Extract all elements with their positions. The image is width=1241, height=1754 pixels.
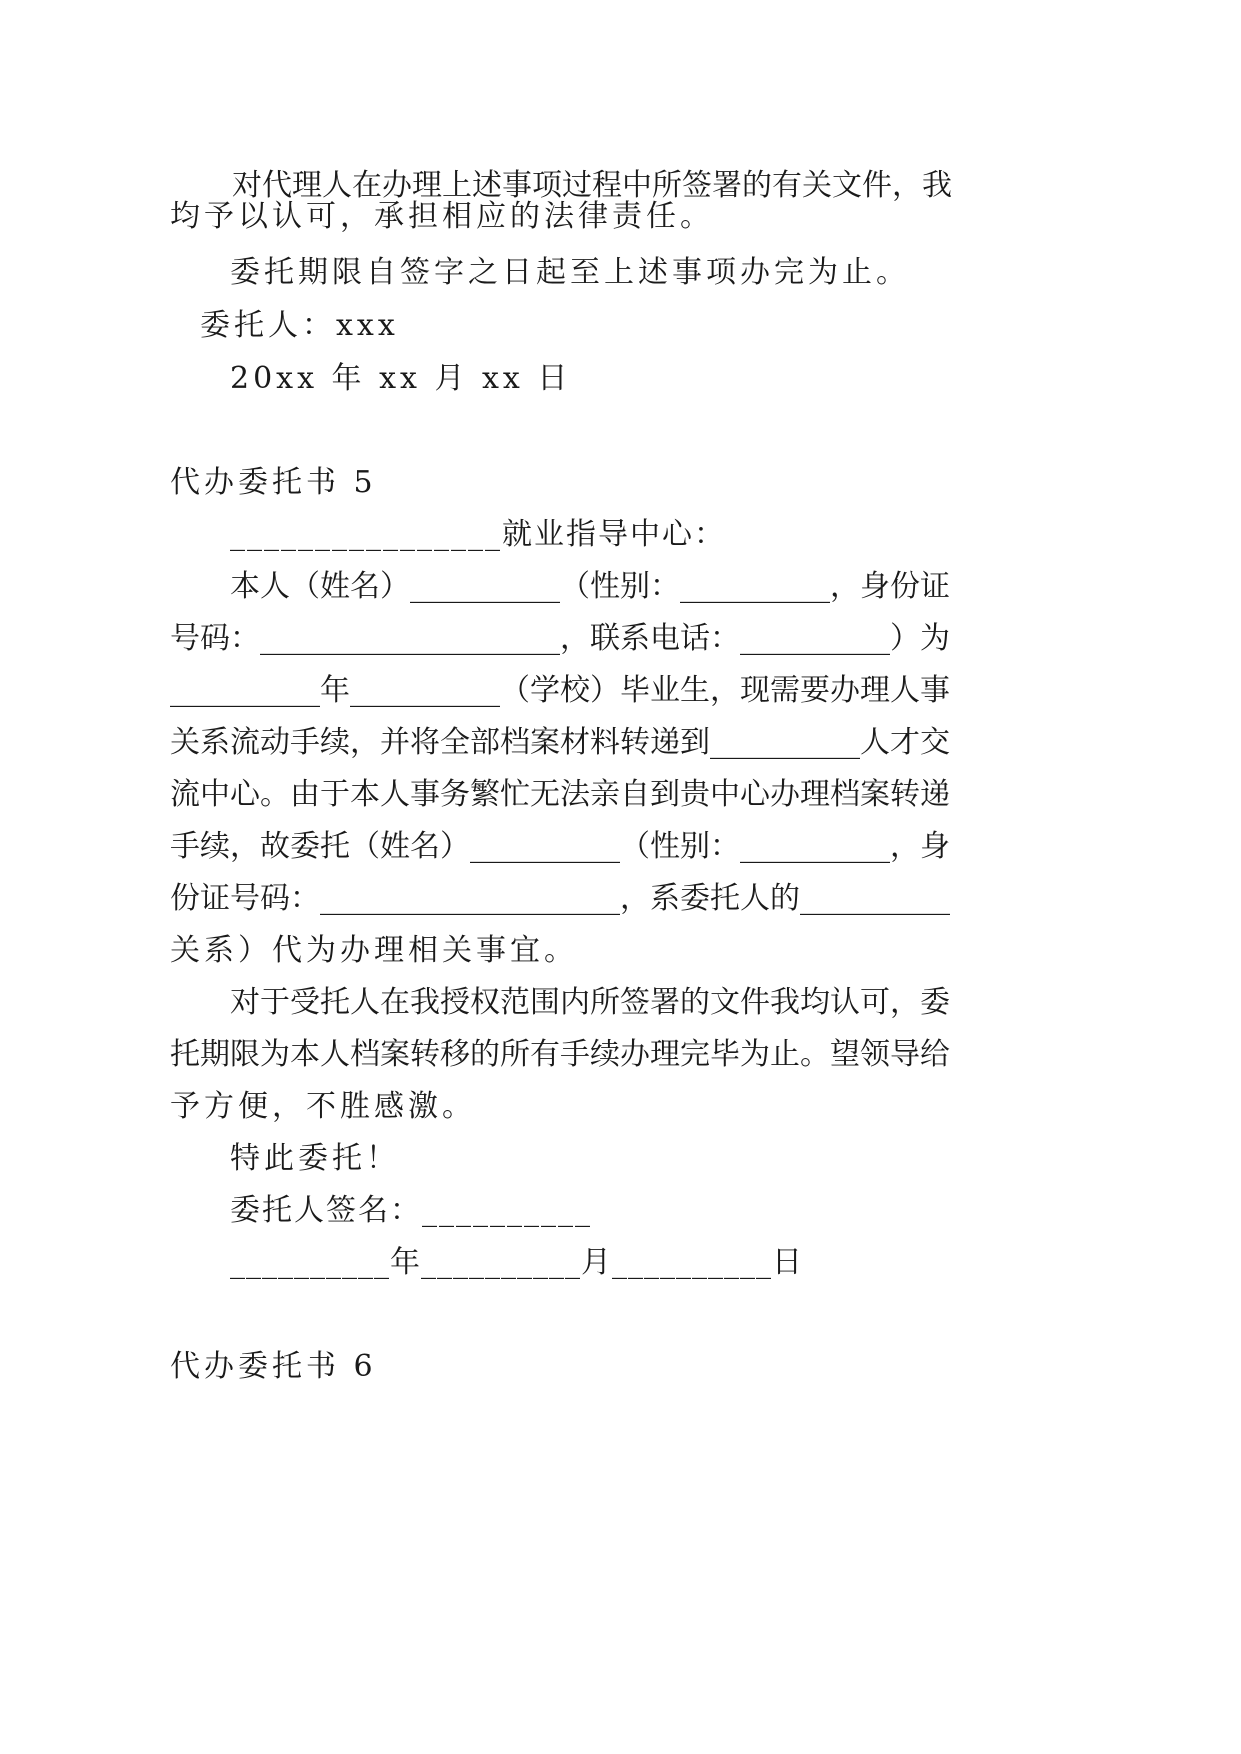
paragraph-line: 份证号码：____________________，系委托人的__________: [170, 881, 950, 916]
paragraph-line: 委托期限自签字之日起至上述事项办完为止。: [230, 255, 910, 290]
paragraph-line: 号码：____________________，联系电话：__________）为: [170, 621, 950, 656]
paragraph-line: __________年__________（学校）毕业生，现需要办理人事: [170, 673, 950, 708]
paragraph-line: 关系流动手续，并将全部档案材料转递到__________人才交: [170, 725, 950, 760]
paragraph-line: 均予以认可，承担相应的法律责任。: [170, 199, 714, 234]
paragraph-line: 对代理人在办理上述事项过程中所签署的有关文件，我: [232, 168, 952, 203]
paragraph-line: 关系）代为办理相关事宜。: [170, 933, 578, 968]
principal-signature-line: 委托人：xxx: [200, 308, 399, 343]
paragraph-line: 对于受托人在我授权范围内所签署的文件我均认可，委: [230, 985, 950, 1020]
addressee-line: ________________就业指导中心：: [230, 517, 726, 552]
section-heading: 代办委托书 6: [170, 1349, 377, 1384]
signature-line: 委托人签名：__________: [230, 1193, 592, 1228]
paragraph-line: 托期限为本人档案转移的所有手续办理完毕为止。望领导给: [170, 1037, 950, 1072]
date-line: 20xx 年 xx 月 xx 日: [230, 361, 572, 396]
paragraph-line: 本人（姓名）__________（性别：__________，身份证: [230, 569, 950, 604]
paragraph-line: 流中心。由于本人事务繁忙无法亲自到贵中心办理档案转递: [170, 777, 950, 812]
paragraph-line: 手续，故委托（姓名）__________（性别：__________，身: [170, 829, 950, 864]
paragraph-line: 予方便，不胜感激。: [170, 1089, 476, 1124]
section-heading: 代办委托书 5: [170, 465, 377, 500]
closing-line: 特此委托！: [230, 1141, 400, 1176]
date-blank-line: __________年__________月__________日: [230, 1245, 803, 1280]
